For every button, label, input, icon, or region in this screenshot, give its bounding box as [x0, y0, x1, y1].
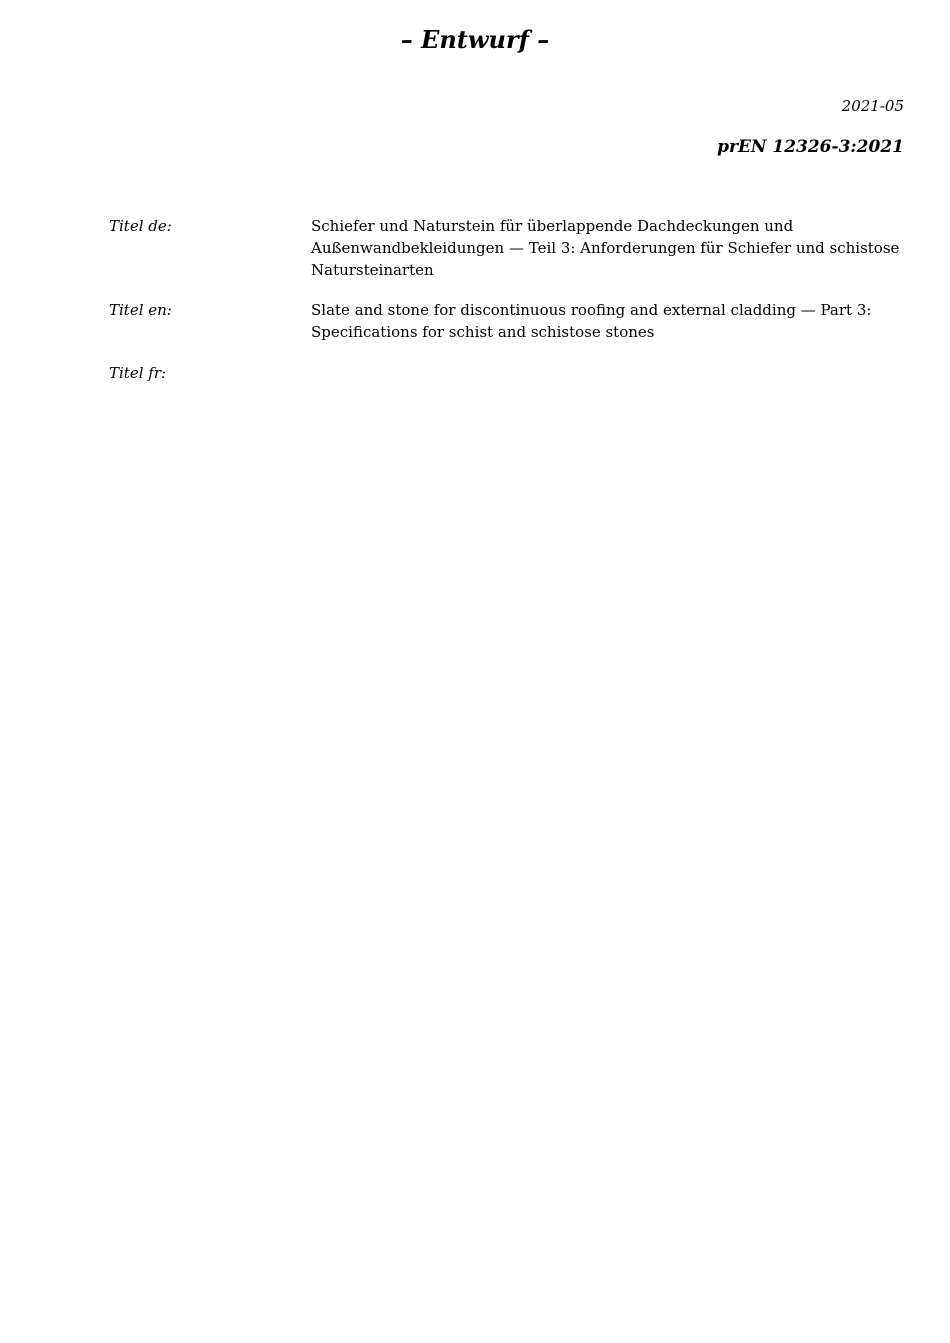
title-text-en: Slate and stone for discontinuous roofing and external cladding — Part 3: Specifications for schist and schistose stones	[311, 301, 872, 341]
title-text-de: Schiefer und Naturstein für überlappende Dachdeckungen und Außenwandbekleidungen — Teil 3: Anforderungen für Schiefer und schistose Natursteinarten	[311, 217, 900, 279]
document-date: 2021-05	[841, 97, 904, 115]
title-label-en: Titel en:	[109, 301, 172, 319]
title-label-fr: Titel fr:	[109, 364, 167, 382]
document-number: prEN 12326-3:2021	[717, 137, 904, 157]
draft-title: – Entwurf –	[400, 25, 550, 54]
title-label-de: Titel de:	[109, 217, 172, 235]
